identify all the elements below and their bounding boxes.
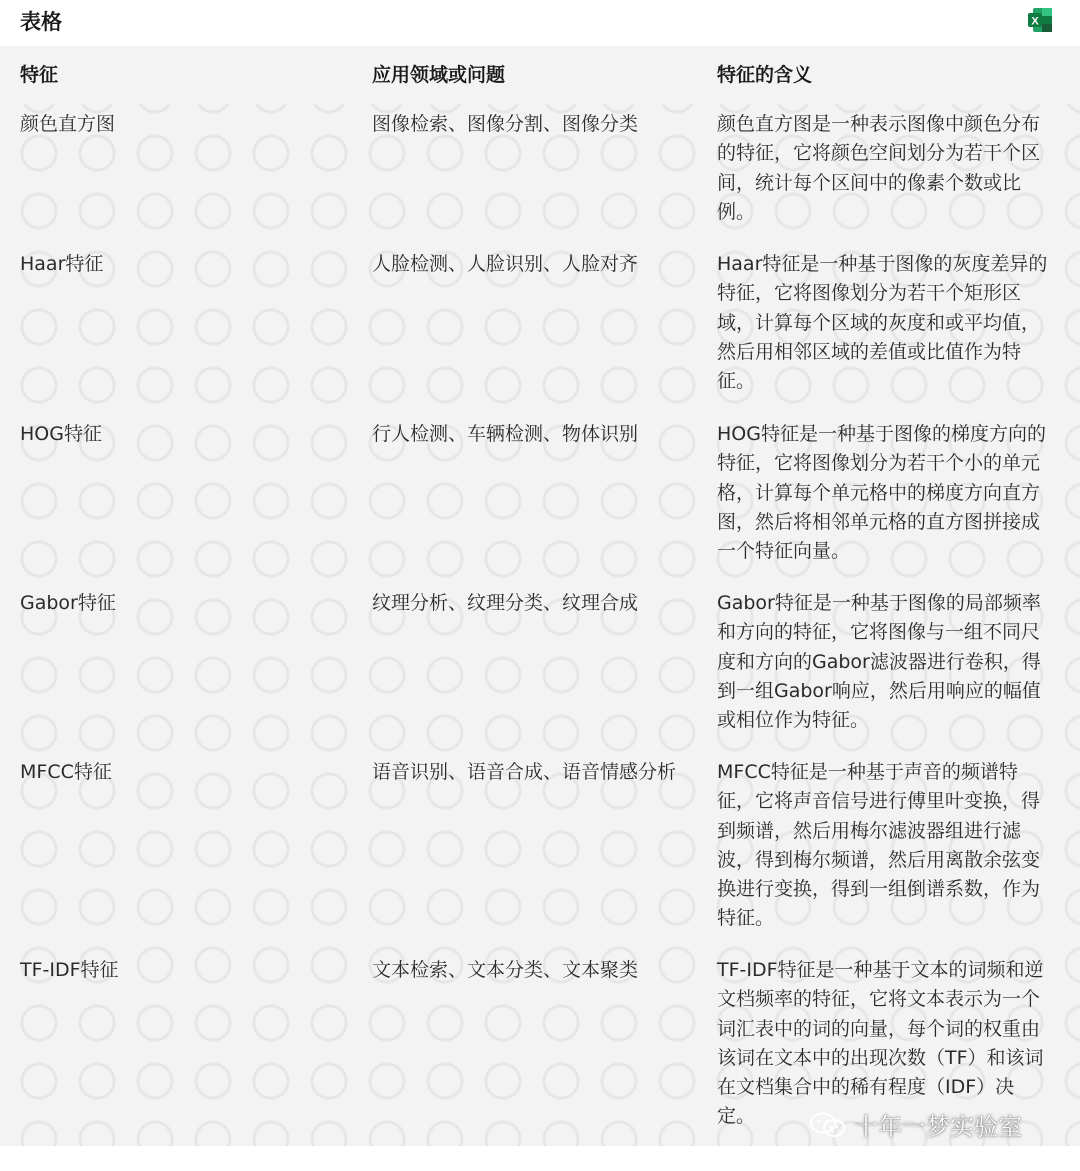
svg-text:X: X bbox=[1031, 15, 1039, 28]
table-cell-domain: 图像检索、图像分割、图像分类 bbox=[372, 113, 639, 135]
table-header-bar bbox=[0, 0, 1080, 47]
excel-icon[interactable] bbox=[1026, 6, 1054, 34]
column-header-domain: 应用领域或问题 bbox=[372, 64, 506, 86]
table-cell-feature: MFCC特征 bbox=[20, 761, 112, 783]
page-title: 表格 bbox=[20, 10, 62, 34]
wechat-icon bbox=[808, 1111, 848, 1145]
table-cell-meaning: MFCC特征是一种基于声音的频谱特征，它将声音信号进行傅里叶变换，得到频谱，然后用梅尔滤波器组进行滤波，得到梅尔频谱，然后用离散余弦变换进行变换，得到一组倒谱系数，作为特征。 bbox=[717, 761, 1041, 930]
table-cell-meaning: Haar特征是一种基于图像的灰度差异的特征，它将图像划分为若干个矩形区域，计算每个区域的灰度和或平均值，然后用相邻区域的差值或比值作为特征。 bbox=[717, 253, 1048, 393]
table-cell-domain: 语音识别、语音合成、语音情感分析 bbox=[372, 761, 677, 783]
table-cell-domain: 人脸检测、人脸识别、人脸对齐 bbox=[372, 253, 639, 275]
table-cell-feature: Gabor特征 bbox=[20, 592, 116, 614]
column-header-meaning: 特征的含义 bbox=[717, 64, 813, 86]
watermark bbox=[808, 1107, 1022, 1145]
data-table bbox=[0, 46, 1080, 1146]
column-header-feature: 特征 bbox=[20, 64, 59, 86]
bottom-strip bbox=[0, 1146, 1080, 1171]
table-cell-meaning: TF-IDF特征是一种基于文本的词频和逆文档频率的特征，它将文本表示为一个词汇表中的词的向量，每个词的权重由该词在文本中的出现次数（TF）和该词在文档集合中的稀有程度（IDF）决定。 bbox=[717, 959, 1044, 1128]
table-cell-domain: 行人检测、车辆检测、物体识别 bbox=[372, 423, 639, 445]
table-cell-feature: TF-IDF特征 bbox=[20, 959, 119, 981]
table-cell-feature: Haar特征 bbox=[20, 253, 104, 275]
watermark-text: 十年一梦实验室 bbox=[854, 1113, 1022, 1141]
table-cell-domain: 纹理分析、纹理分类、纹理合成 bbox=[372, 592, 639, 614]
table-cell-meaning: HOG特征是一种基于图像的梯度方向的特征，它将图像划分为若干个小的单元格，计算每个单元格中的梯度方向直方图，然后将相邻单元格的直方图拼接成一个特征向量。 bbox=[717, 423, 1046, 563]
table-cell-feature: 颜色直方图 bbox=[20, 113, 116, 135]
table-cell-domain: 文本检索、文本分类、文本聚类 bbox=[372, 959, 639, 981]
table-cell-feature: HOG特征 bbox=[20, 423, 102, 445]
table-header-row bbox=[0, 46, 1080, 104]
table-cell-meaning: 颜色直方图是一种表示图像中颜色分布的特征，它将颜色空间划分为若干个区间，统计每个区间中的像素个数或比例。 bbox=[717, 113, 1041, 223]
table-cell-meaning: Gabor特征是一种基于图像的局部频率和方向的特征，它将图像与一组不同尺度和方向的Gabor滤波器进行卷积，得到一组Gabor响应，然后用响应的幅值或相位作为特征。 bbox=[717, 592, 1041, 732]
